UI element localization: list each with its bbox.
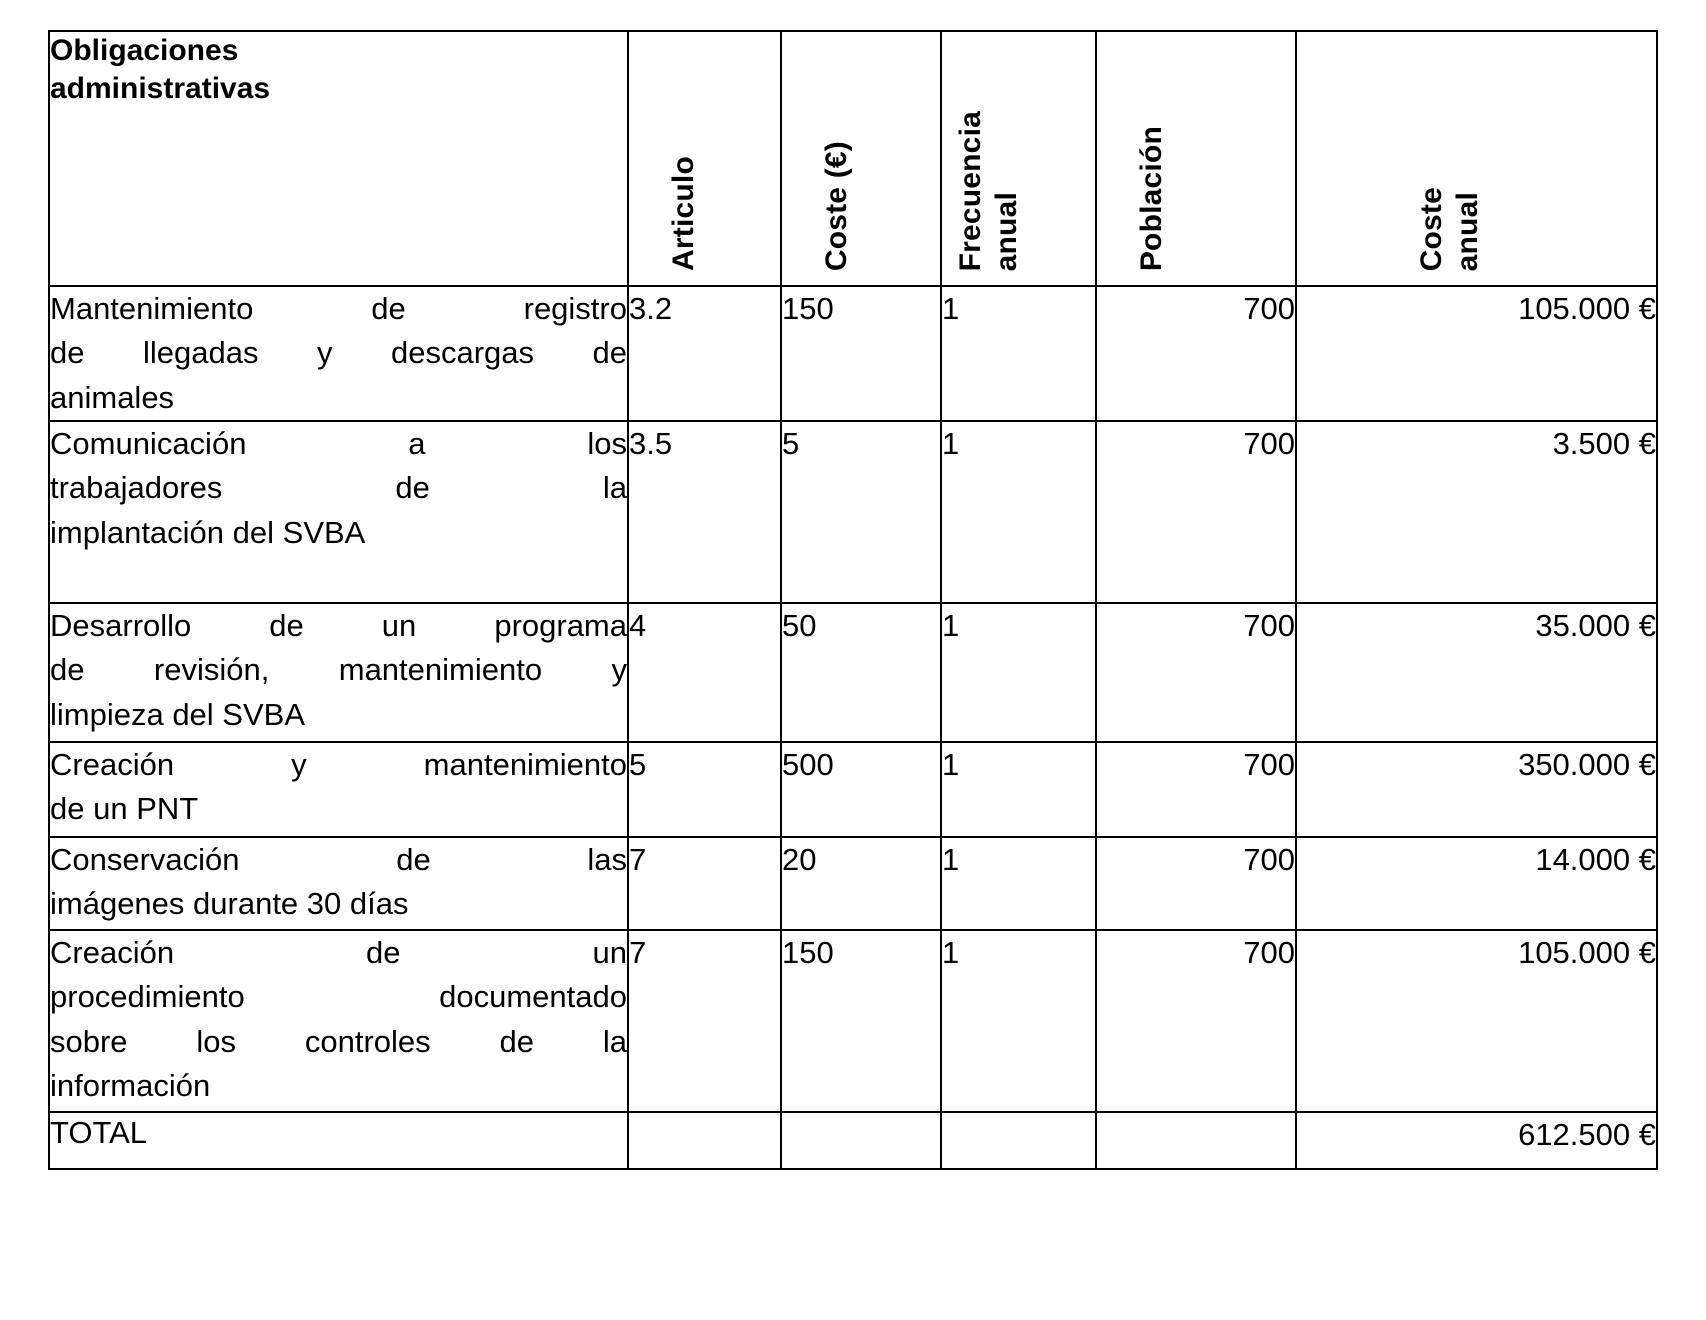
column-header-coste-inner: [782, 141, 940, 271]
table-row: [49, 837, 1657, 930]
cell-total-frecuencia: [941, 1112, 1096, 1169]
obligacion-line: implantación del SVBA: [50, 514, 366, 550]
cell-obligacion: [49, 603, 628, 742]
header-row: [49, 31, 1657, 286]
column-header-poblacion: [1096, 31, 1296, 286]
cell-poblacion: 700: [1096, 930, 1296, 1112]
obligacion-line: Conservación de las: [50, 841, 627, 877]
cell-total-coste: [781, 1112, 941, 1169]
table-row: [49, 742, 1657, 837]
obligacion-line: procedimiento documentado: [50, 979, 627, 1015]
table-row: [49, 421, 1657, 603]
table-body: [49, 286, 1657, 1169]
column-header-coste-anual: [1296, 31, 1657, 286]
cell-coste: 150: [781, 286, 941, 421]
obligacion-line: Comunicación a los: [50, 425, 627, 461]
cell-frecuencia: 1: [941, 742, 1096, 837]
cell-poblacion: 700: [1096, 603, 1296, 742]
cell-coste: 500: [781, 742, 941, 837]
column-header-poblacion-inner: [1097, 126, 1295, 271]
cell-coste-anual: 105.000 €: [1296, 930, 1657, 1112]
cost-table-container: [48, 30, 1656, 1170]
cell-frecuencia: 1: [941, 421, 1096, 603]
cell-articulo: 7: [628, 837, 781, 930]
cell-articulo: 5: [628, 742, 781, 837]
column-header-coste-anual-inner: [1297, 187, 1656, 271]
cell-obligacion: [49, 742, 628, 837]
column-header-obligaciones-line1: Obligaciones: [50, 34, 239, 67]
cell-poblacion: 700: [1096, 421, 1296, 603]
obligacion-line: Creación y mantenimiento: [50, 746, 627, 782]
cell-articulo: 4: [628, 603, 781, 742]
column-header-obligaciones-line2: administrativas: [50, 72, 271, 106]
obligacion-line: información: [50, 1067, 211, 1103]
cell-obligacion: [49, 421, 628, 603]
cell-coste: 20: [781, 837, 941, 930]
column-header-frecuencia-line1: Frecuencia: [954, 110, 987, 271]
obligacion-line: sobre los controles de la: [50, 1023, 627, 1059]
cell-frecuencia: 1: [941, 930, 1096, 1112]
obligacion-line: de un PNT: [50, 791, 199, 827]
column-header-poblacion-label: Población: [1135, 125, 1168, 271]
obligacion-line: Desarrollo de un programa: [50, 607, 627, 643]
obligacion-line: limpieza del SVBA: [50, 696, 306, 732]
table-row: [49, 930, 1657, 1112]
column-header-frecuencia-anual: [941, 31, 1096, 286]
cell-total-poblacion: [1096, 1112, 1296, 1169]
cell-frecuencia: 1: [941, 603, 1096, 742]
obligacion-line: de revisión, mantenimiento y: [50, 652, 627, 688]
cell-poblacion: 700: [1096, 837, 1296, 930]
cell-obligacion: [49, 286, 628, 421]
column-header-coste: [781, 31, 941, 286]
cell-coste-anual: 105.000 €: [1296, 286, 1657, 421]
cell-total-coste-anual: 612.500 €: [1296, 1112, 1657, 1169]
cell-articulo: 3.2: [628, 286, 781, 421]
cell-articulo: 3.5: [628, 421, 781, 603]
column-header-articulo-inner: [629, 156, 780, 271]
obligacion-line: trabajadores de la: [50, 470, 627, 506]
cell-poblacion: 700: [1096, 286, 1296, 421]
column-header-articulo-label: Articulo: [667, 156, 700, 271]
table-row: [49, 286, 1657, 421]
column-header-coste-label: Coste (€): [820, 140, 853, 271]
cell-total-articulo: [628, 1112, 781, 1169]
table-total-row: [49, 1112, 1657, 1169]
obligacion-line: animales: [50, 379, 175, 415]
column-header-coste-anual-line2: anual: [1451, 191, 1484, 271]
cell-articulo: 7: [628, 930, 781, 1112]
cell-obligacion: [49, 837, 628, 930]
table-row: [49, 603, 1657, 742]
cell-total-label: TOTAL: [49, 1112, 628, 1169]
cell-coste-anual: 14.000 €: [1296, 837, 1657, 930]
cell-coste-anual: 3.500 €: [1296, 421, 1657, 603]
obligacion-line: Creación de un: [50, 934, 627, 970]
cell-coste: 5: [781, 421, 941, 603]
table-header: [49, 31, 1657, 286]
cell-poblacion: 700: [1096, 742, 1296, 837]
obligacion-line: Mantenimiento de registro: [50, 291, 627, 326]
column-header-frecuencia-inner: [942, 111, 1095, 271]
column-header-frecuencia-line2: anual: [990, 191, 1023, 271]
cell-coste-anual: 350.000 €: [1296, 742, 1657, 837]
obligacion-line: imágenes durante 30 días: [50, 886, 409, 922]
column-header-articulo: [628, 31, 781, 286]
cell-frecuencia: 1: [941, 837, 1096, 930]
obligacion-line: de llegadas y descargas de: [50, 335, 627, 371]
column-header-coste-anual-line1: Coste: [1415, 186, 1448, 271]
cell-coste-anual: 35.000 €: [1296, 603, 1657, 742]
cell-coste: 50: [781, 603, 941, 742]
cell-coste: 150: [781, 930, 941, 1112]
administrative-obligations-cost-table: [48, 30, 1658, 1170]
cell-frecuencia: 1: [941, 286, 1096, 421]
cell-obligacion: [49, 930, 628, 1112]
column-header-obligaciones: [49, 31, 628, 286]
